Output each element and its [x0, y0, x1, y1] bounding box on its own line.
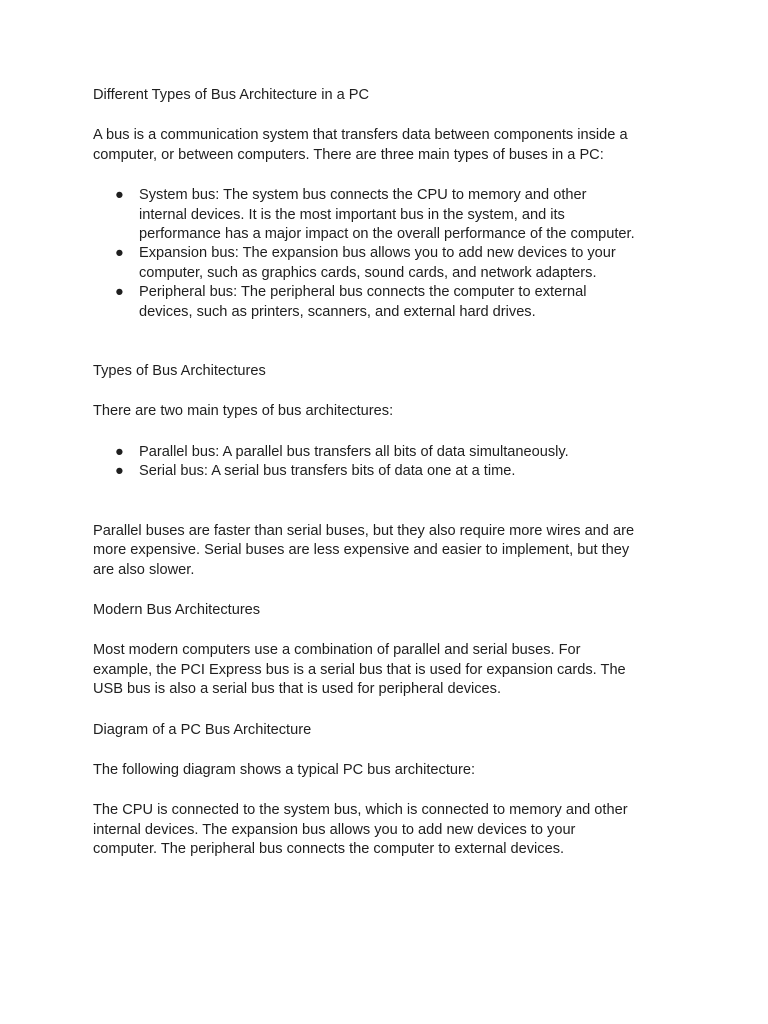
- list-item-text: Expansion bus: The expansion bus allows you to add new devices to your computer, such as graphics cards, sound cards, and network adapters.: [139, 245, 616, 281]
- section-heading-bus-architectures: Types of Bus Architectures: [93, 363, 266, 380]
- list-item: [93, 443, 638, 462]
- bullet-icon: ●: [115, 463, 124, 480]
- document-content: [93, 86, 638, 881]
- list-item-text: Peripheral bus: The peripheral bus connects the computer to external devices, such as printers, scanners, and external hard drives.: [139, 284, 587, 320]
- list-item-text: Serial bus: A serial bus transfers bits of data one at a time.: [139, 463, 516, 480]
- modern-paragraph: Most modern computers use a combination of parallel and serial buses. For example, the PCI Express bus is a serial bus that is used for expansion cards. The USB bus is also a serial bus that is used for peripheral devices.: [93, 642, 626, 698]
- bullet-icon: ●: [115, 187, 124, 204]
- list-item-text: Parallel bus: A parallel bus transfers all bits of data simultaneously.: [139, 443, 569, 460]
- bus-types-list: [93, 186, 638, 322]
- bullet-icon: ●: [115, 245, 124, 262]
- list-item: [93, 462, 638, 481]
- list-item: [93, 186, 638, 244]
- section-heading-modern: Modern Bus Architectures: [93, 601, 261, 618]
- bullet-icon: ●: [115, 443, 124, 460]
- diagram-paragraph: The CPU is connected to the system bus, which is connected to memory and other internal devices. The expansion bus allows you to add new devices to your computer. The peripheral bus connects the computer to external devices.: [93, 802, 628, 858]
- spacer: [93, 343, 638, 362]
- intro-paragraph: A bus is a communication system that transfers data between components inside a computer, or between computers. There are three main types of buses in a PC:: [93, 127, 628, 163]
- diagram-intro: The following diagram shows a typical PC bus architecture:: [93, 761, 476, 778]
- list-item-text: System bus: The system bus connects the CPU to memory and other internal devices. It is the most important bus in the system, and its performance has a major impact on the overall performance of the computer.: [139, 187, 635, 243]
- architecture-types-list: [93, 443, 638, 482]
- document-title: Different Types of Bus Architecture in a PC: [93, 87, 370, 103]
- comparison-paragraph: Parallel buses are faster than serial buses, but they also require more wires and are more expensive. Serial buses are less expensive and easier to implement, but they are also slower.: [93, 522, 635, 578]
- section-heading-diagram: Diagram of a PC Bus Architecture: [93, 721, 312, 738]
- list-item: [93, 283, 638, 322]
- spacer: [93, 503, 638, 522]
- list-item: [93, 244, 638, 283]
- section2-intro: There are two main types of bus architectures:: [93, 403, 394, 420]
- bullet-icon: ●: [115, 284, 124, 301]
